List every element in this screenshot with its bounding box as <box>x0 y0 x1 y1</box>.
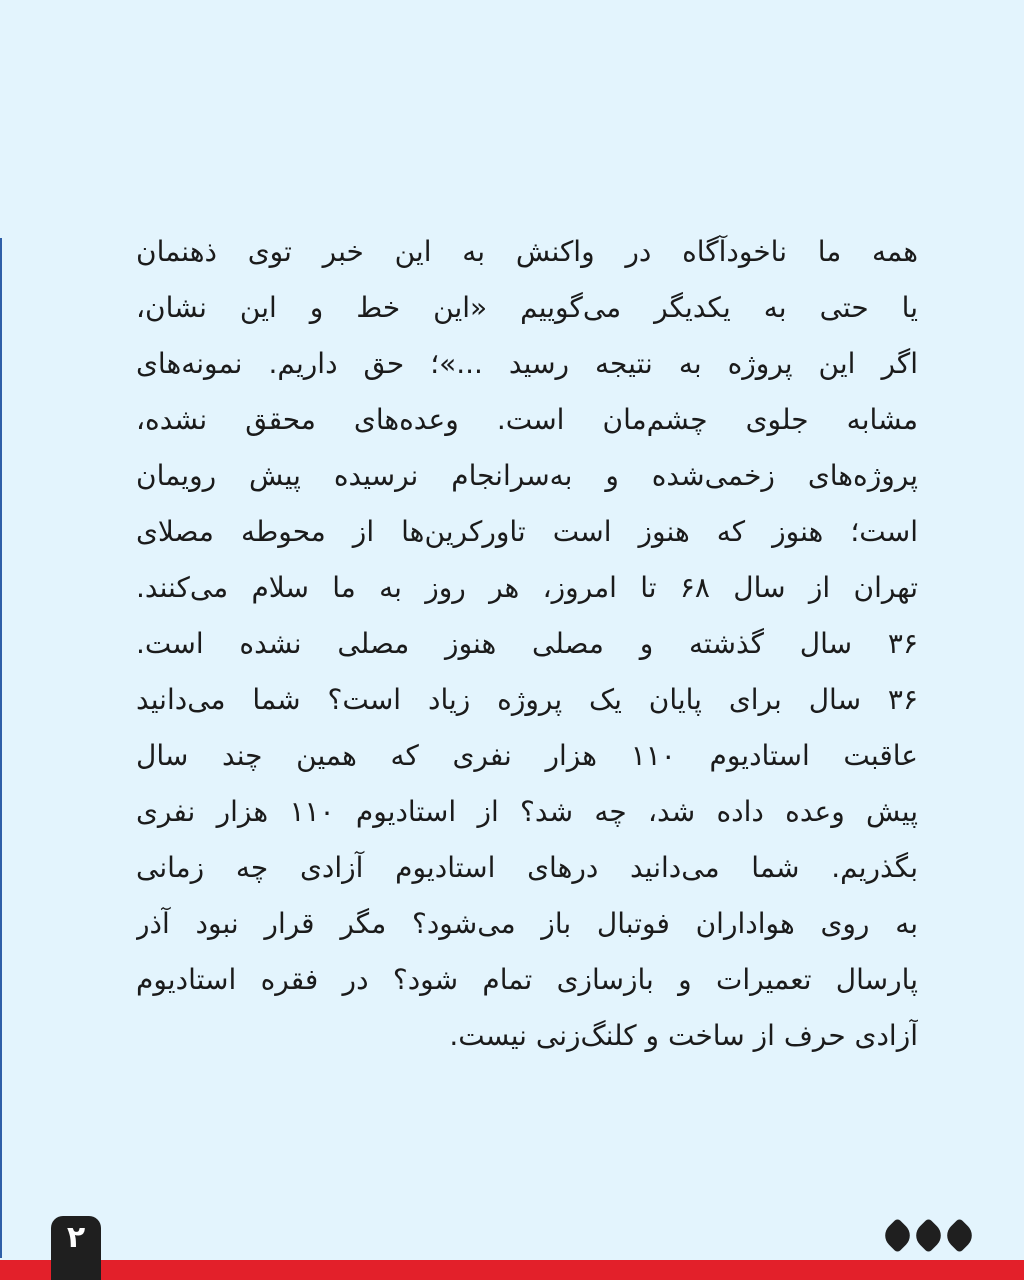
bottom-accent-bar <box>0 1260 1024 1280</box>
article-line: پیش وعده داده شد، چه شد؟ از استادیوم ۱۱۰ هزار نفری <box>136 795 918 828</box>
page-number-tab: ۲ <box>51 1216 101 1280</box>
dot-shape <box>942 1218 977 1253</box>
article-line: بگذریم. شما می‌دانید درهای استادیوم آزادی چه زمانی <box>136 851 918 884</box>
article-line: مشابه جلوی چشم‌مان است. وعده‌های محقق نشده، <box>136 403 918 436</box>
article-line: پارسال تعمیرات و بازسازی تمام شود؟ در فقره استادیوم <box>136 963 918 996</box>
article-line: همه ما ناخودآگاه در واکنش به این خبر توی ذهنمان <box>136 235 918 268</box>
article-line: است؛ هنوز که هنوز است تاورکرین‌ها از محوطه مصلای <box>136 515 918 548</box>
left-edge-rule <box>0 238 2 1258</box>
article-line: به روی هواداران فوتبال باز می‌شود؟ مگر قرار نبود آذر <box>136 907 918 940</box>
article-line-last: آزادی حرف از ساخت و کلنگ‌زنی نیست. <box>449 1019 918 1052</box>
article-line: یا حتی به یکدیگر می‌گوییم «این خط و این نشان، <box>136 291 918 324</box>
article-line: پروژه‌های زخمی‌شده و به‌سرانجام نرسیده پیش رویمان <box>136 459 918 492</box>
article-line: تهران از سال ۶۸ تا امروز، هر روز به ما سلام می‌کنند. <box>136 571 918 604</box>
article-line: اگر این پروژه به نتیجه رسید ...»؛ حق داریم. نمونه‌های <box>136 347 918 380</box>
three-dots-icon <box>885 1221 972 1251</box>
article-line: ۳۶ سال برای پایان یک پروژه زیاد است؟ شما می‌دانید <box>136 683 918 716</box>
article-line: ۳۶ سال گذشته و مصلی هنوز مصلی نشده است. <box>136 627 918 660</box>
article-body <box>136 224 918 1064</box>
dot-shape <box>880 1218 915 1253</box>
article-line: عاقبت استادیوم ۱۱۰ هزار نفری که همین چند سال <box>136 739 918 772</box>
dot-shape <box>911 1218 946 1253</box>
